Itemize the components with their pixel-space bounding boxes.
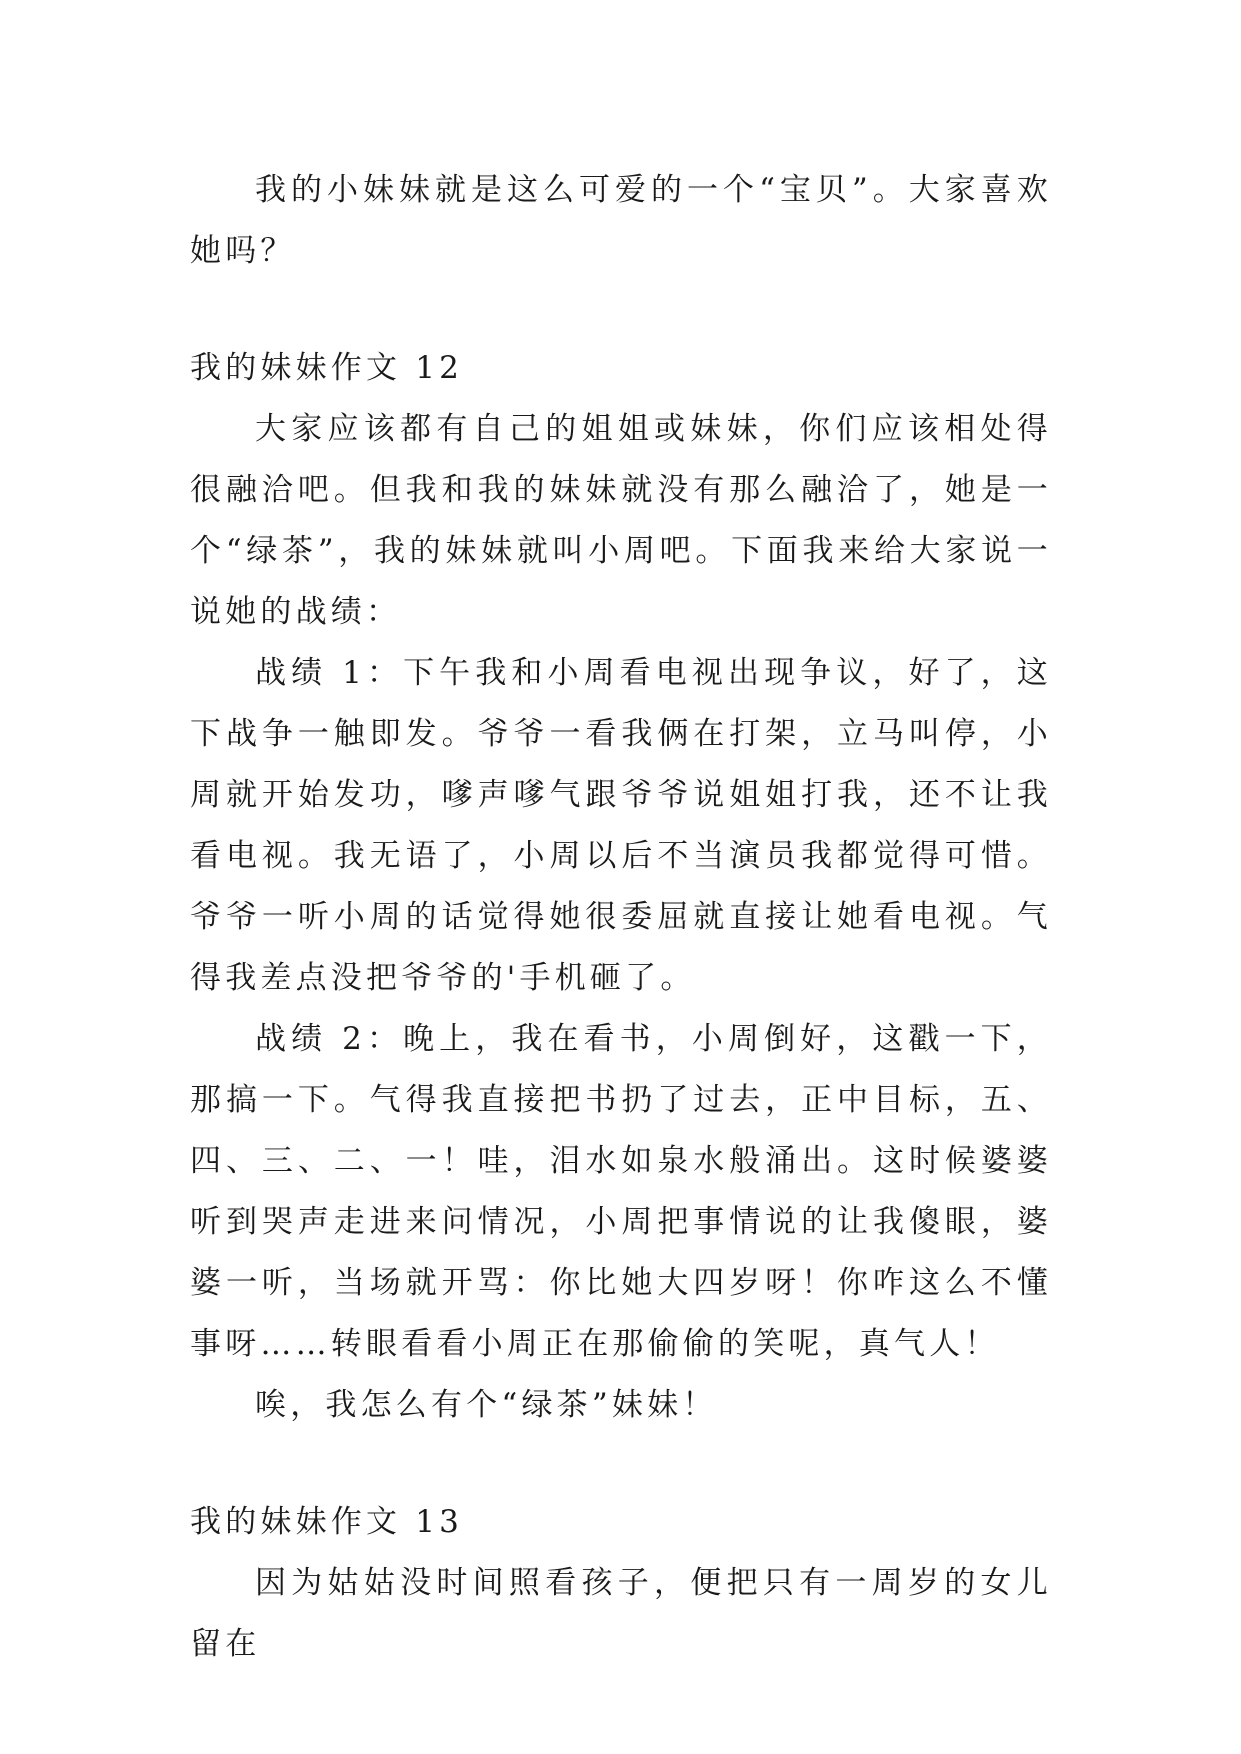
essay-heading-13: 我的妹妹作文 13 — [190, 1504, 464, 1540]
paragraph-record-2: 战绩 2：晚上，我在看书，小周倒好，这戳一下，那搞一下。气得我直接把书扔了过去，正中目标，五、四、三、二、一！哇，泪水如泉水般涌出。这时候婆婆听到哭声走进来问情况，小周把事情说的让我傻眼，婆婆一听，当场就开骂：你比她大四岁呀！你咋这么不懂事呀……转眼看看小周正在那偷偷的笑呢，真气人！ — [190, 1021, 1052, 1362]
paragraph-closing-baby: 我的小妹妹就是这么可爱的一个“宝贝”。大家喜欢她吗？ — [190, 172, 1052, 269]
document-body — [190, 160, 1052, 1675]
paragraph-intro-green-tea: 大家应该都有自己的姐姐或妹妹，你们应该相处得很融洽吧。但我和我的妹妹就没有那么融洽了，她是一个“绿茶”，我的妹妹就叫小周吧。下面我来给大家说一说她的战绩： — [190, 411, 1052, 630]
paragraph-conclusion: 唉，我怎么有个“绿茶”妹妹！ — [255, 1387, 718, 1423]
paragraph-record-1: 战绩 1：下午我和小周看电视出现争议，好了，这下战争一触即发。爷爷一看我俩在打架，立马叫停，小周就开始发功，嗲声嗲气跟爷爷说姐姐打我，还不让我看电视。我无语了，小周以后不当演员我都觉得可惜。爷爷一听小周的话觉得她很委屈就直接让她看电视。气得我差点没把爷爷的'手机砸了。 — [190, 655, 1052, 996]
essay-heading-12: 我的妹妹作文 12 — [190, 350, 464, 386]
paragraph-essay-13-start: 因为姑姑没时间照看孩子，便把只有一周岁的女儿留在 — [190, 1565, 1052, 1662]
